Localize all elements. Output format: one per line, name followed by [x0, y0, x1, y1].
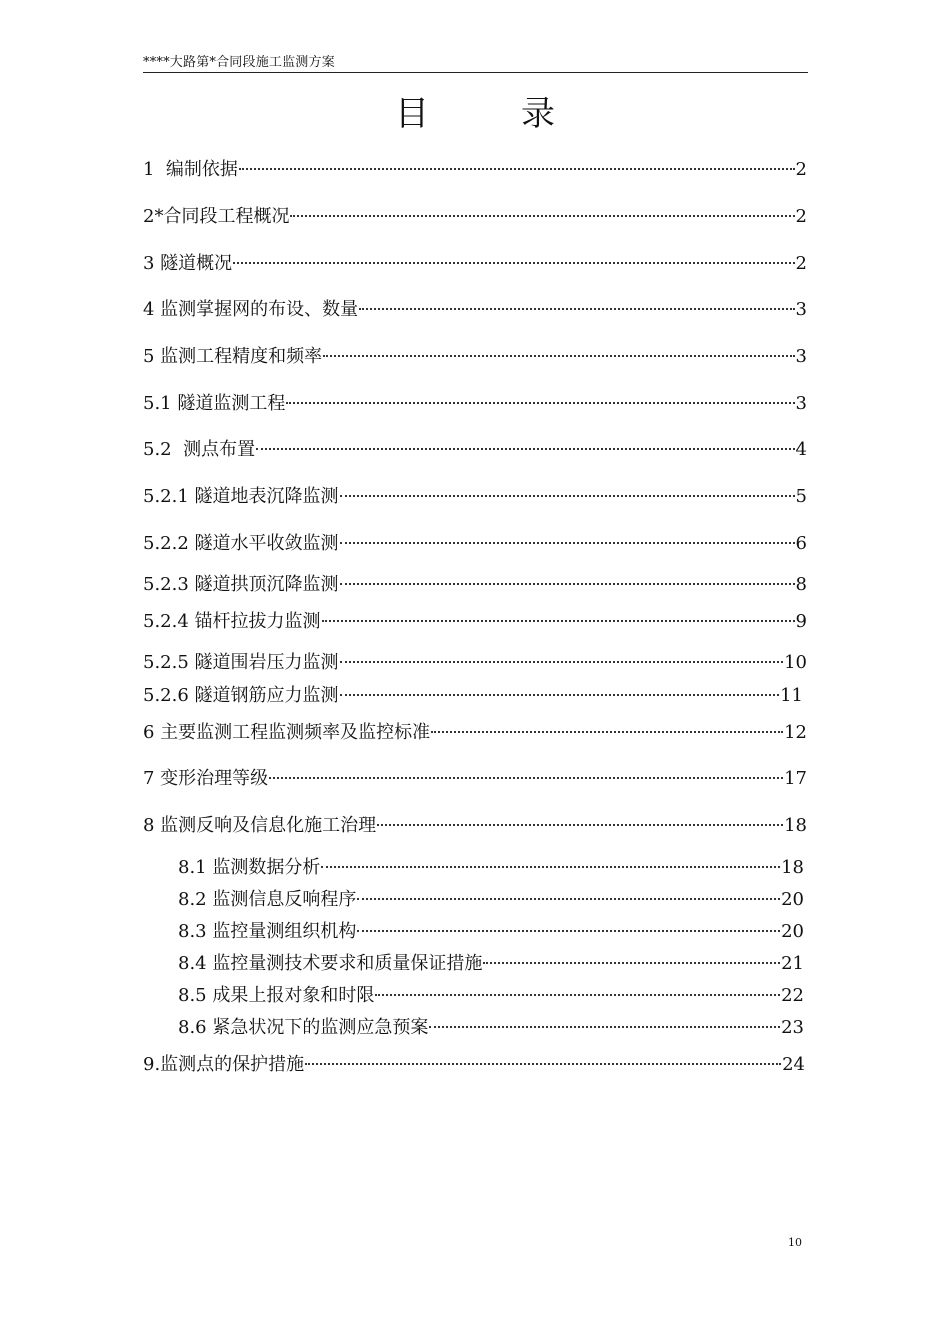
title-left-char: 目: [395, 94, 429, 134]
toc-entry[interactable]: [143, 814, 807, 838]
toc-entry-label: 7 变形治理等级: [143, 768, 269, 789]
dot-leader: [323, 355, 794, 357]
toc-entry-page: 18: [781, 857, 804, 878]
toc-subentry[interactable]: [178, 1016, 804, 1040]
toc-entry-label: 8.4 监控量测技术要求和质量保证措施: [178, 953, 483, 974]
toc-entry[interactable]: [143, 1053, 805, 1077]
dot-leader: [377, 824, 783, 826]
toc-entry-label: 8.2 监测信息反响程序: [178, 889, 357, 910]
dot-leader: [233, 262, 794, 264]
toc-entry-page: 4: [795, 439, 807, 460]
toc-entry-page: 20: [781, 921, 804, 942]
running-header: [143, 52, 808, 73]
toc-entry[interactable]: [143, 532, 807, 556]
toc-entry-page: 22: [781, 985, 804, 1006]
dot-leader: [340, 542, 795, 544]
dot-leader: [357, 898, 780, 900]
toc-entry-label: 1 编制依据: [143, 159, 238, 180]
dot-leader: [357, 930, 780, 932]
toc-entry[interactable]: [143, 573, 807, 597]
toc-entry-page: 2: [795, 206, 807, 227]
dot-leader: [429, 1026, 780, 1028]
toc-entry[interactable]: [143, 651, 807, 675]
toc-entry-page: 24: [782, 1054, 805, 1075]
toc-entry-page: 18: [784, 815, 807, 836]
toc-entry-page: 23: [781, 1017, 804, 1038]
toc-entry-label: 5.2.5 隧道围岩压力监测: [143, 652, 339, 673]
toc-entry-page: 8: [795, 574, 807, 595]
toc-entry[interactable]: [143, 684, 803, 708]
toc-entry-page: 10: [784, 652, 807, 673]
toc-entry-label: 5.1 隧道监测工程: [143, 393, 286, 414]
toc-entry-label: 2*合同段工程概况: [143, 206, 290, 227]
toc-entry-label: 6 主要监测工程监测频率及监控标准: [143, 722, 431, 743]
toc-subentry[interactable]: [178, 856, 804, 880]
toc-entry-page: 17: [784, 768, 807, 789]
dot-leader: [256, 448, 794, 450]
toc-entry[interactable]: [143, 610, 807, 634]
toc-entry[interactable]: [143, 392, 807, 416]
toc-entry-label: 5.2.1 隧道地表沉降监测: [143, 486, 339, 507]
toc-entry[interactable]: [143, 158, 807, 182]
dot-leader: [321, 866, 780, 868]
dot-leader: [290, 215, 794, 217]
toc-entry-page: 9: [795, 611, 807, 632]
toc-entry[interactable]: [143, 252, 807, 276]
toc-entry[interactable]: [143, 345, 807, 369]
toc-entry-label: 5.2 测点布置: [143, 439, 256, 460]
toc-subentry[interactable]: [178, 920, 804, 944]
toc-entry-label: 5.2.2 隧道水平收敛监测: [143, 533, 339, 554]
toc-entry-label: 8.1 监测数据分析: [178, 857, 321, 878]
dot-leader: [340, 661, 784, 663]
toc-entry[interactable]: [143, 721, 807, 745]
header-title: ****大路第*合同段施工监测方案: [143, 55, 335, 70]
toc-entry-page: 5: [795, 486, 807, 507]
dot-leader: [340, 583, 795, 585]
toc-entry-label: 8.6 紧急状况下的监测应急预案: [178, 1017, 429, 1038]
toc-entry-page: 11: [780, 685, 803, 706]
dot-leader: [431, 731, 783, 733]
page-title: [0, 86, 950, 135]
toc-entry-label: 5 监测工程精度和频率: [143, 346, 323, 367]
dot-leader: [483, 962, 780, 964]
toc-entry[interactable]: [143, 298, 807, 322]
toc-entry-page: 3: [795, 299, 807, 320]
toc-entry-label: 4 监测掌握网的布设、数量: [143, 299, 359, 320]
page-number: 10: [788, 1236, 802, 1249]
toc-entry-page: 3: [795, 346, 807, 367]
toc-entry-label: 3 隧道概况: [143, 253, 233, 274]
toc-subentry[interactable]: [178, 984, 804, 1008]
toc-entry-page: 6: [795, 533, 807, 554]
toc-entry-page: 2: [795, 159, 807, 180]
title-right-char: 录: [521, 94, 555, 134]
dot-leader: [239, 168, 795, 170]
toc-entry[interactable]: [143, 205, 807, 229]
toc-entry-page: 21: [781, 953, 804, 974]
toc-entry-page: 20: [781, 889, 804, 910]
toc-entry[interactable]: [143, 438, 807, 462]
toc-entry-label: 9.监测点的保护措施: [143, 1054, 305, 1075]
dot-leader: [375, 994, 780, 996]
dot-leader: [322, 620, 795, 622]
toc-entry-page: 3: [795, 393, 807, 414]
toc-subentry[interactable]: [178, 952, 804, 976]
dot-leader: [269, 777, 783, 779]
toc-entry-page: 2: [795, 253, 807, 274]
toc-entry[interactable]: [143, 767, 807, 791]
toc-entry-label: 5.2.6 隧道钢筋应力监测: [143, 685, 339, 706]
toc-entry-label: 5.2.4 锚杆拉拔力监测: [143, 611, 321, 632]
dot-leader: [286, 402, 794, 404]
toc-entry-label: 5.2.3 隧道拱顶沉降监测: [143, 574, 339, 595]
dot-leader: [305, 1063, 781, 1065]
toc-entry-label: 8.5 成果上报对象和时限: [178, 985, 375, 1006]
toc-entry-label: 8 监测反响及信息化施工治理: [143, 815, 377, 836]
dot-leader: [359, 308, 794, 310]
toc-entry[interactable]: [143, 485, 807, 509]
toc-entry-label: 8.3 监控量测组织机构: [178, 921, 357, 942]
dot-leader: [340, 694, 780, 696]
dot-leader: [340, 495, 795, 497]
toc-entry-page: 12: [784, 722, 807, 743]
toc-subentry[interactable]: [178, 888, 804, 912]
